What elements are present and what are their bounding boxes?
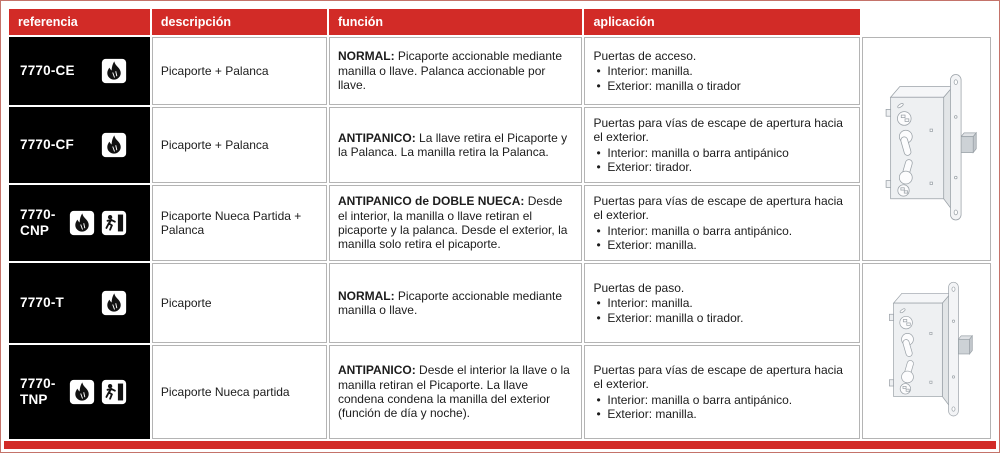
function-type: ANTIPANICO: (337, 363, 416, 378)
application-bullet: • Interior: manilla o barra antipánico. (596, 224, 851, 238)
function-type: ANTIPANICO de DOBLE NUECA: (337, 194, 525, 209)
function-text: Picaporte accionable mediante manilla o llave. (337, 288, 563, 317)
application-bullet: • Interior: manilla o barra antipánico. (596, 393, 851, 407)
header-aplicacion: aplicación (584, 9, 860, 35)
reference-code: 7770-CE (20, 62, 75, 78)
lock-illustration-cell (862, 37, 991, 261)
application-cell (584, 345, 860, 439)
application-intro: Puertas de acceso. (593, 48, 697, 63)
application-bullets (593, 296, 851, 325)
header-funcion: función (329, 9, 583, 35)
reference-cell (9, 107, 150, 183)
emergency-exit-icon (101, 210, 127, 236)
application-bullet: • Exterior: manilla. (596, 238, 851, 252)
application-bullets (593, 64, 851, 93)
fire-rating-icon (69, 379, 95, 405)
description-cell: Picaporte Nueca Partida + Palanca (152, 185, 327, 261)
lock-illustration-cell (862, 263, 991, 439)
description-cell: Picaporte Nueca partida (152, 345, 327, 439)
reference-cell (9, 263, 150, 343)
application-cell (584, 37, 860, 105)
reference-code: 7770-T (20, 294, 64, 310)
fire-rating-icon (101, 58, 127, 84)
bottom-red-stripe (4, 441, 996, 449)
fire-rating-icon (101, 290, 127, 316)
description-cell: Picaporte + Palanca (152, 37, 327, 105)
application-intro: Puertas para vías de escape de apertura hacia el exterior. (593, 193, 843, 223)
application-bullet: • Exterior: manilla o tirador. (596, 311, 851, 325)
lock-specification-table (7, 7, 993, 441)
function-cell (329, 107, 583, 183)
application-bullet: • Interior: manilla. (596, 64, 851, 78)
header-descripcion: descripción (152, 9, 327, 35)
application-bullets (593, 224, 851, 253)
header-referencia: referencia (9, 9, 150, 35)
table-row (9, 263, 991, 343)
table-row (9, 107, 991, 183)
application-bullet: • Exterior: manilla. (596, 407, 851, 421)
fire-rating-icon (101, 132, 127, 158)
application-intro: Puertas para vías de escape de apertura hacia el exterior. (593, 115, 843, 145)
function-type: ANTIPANICO: (337, 130, 416, 145)
header-blank (862, 9, 991, 35)
function-type: NORMAL: (337, 49, 395, 64)
application-intro: Puertas de paso. (593, 280, 685, 295)
reference-cell (9, 37, 150, 105)
reference-code: 7770-CNP (20, 206, 56, 238)
fire-rating-icon (69, 210, 95, 236)
application-bullets (593, 393, 851, 422)
reference-cell (9, 345, 150, 439)
function-cell (329, 185, 583, 261)
reference-code: 7770-TNP (20, 375, 56, 407)
reference-code: 7770-CF (20, 136, 74, 152)
function-text: Desde el interior, la manilla o llave retiran el picaporte y la palanca. Desde el exterior, la manilla solo retira el picaporte. (337, 194, 568, 252)
function-cell (329, 345, 583, 439)
table-row (9, 185, 991, 261)
application-cell (584, 107, 860, 183)
table-row (9, 345, 991, 439)
application-bullet: • Interior: manilla. (596, 296, 851, 310)
function-text: La llave retira el Picaporte y la Palanca. La manilla retira la Palanca. (337, 130, 568, 159)
application-intro: Puertas para vías de escape de apertura hacia el exterior. (593, 362, 843, 392)
application-bullet: • Interior: manilla o barra antipánico (596, 146, 851, 160)
application-cell (584, 185, 860, 261)
mortise-lock-illustration (877, 70, 977, 225)
function-type: NORMAL: (337, 288, 395, 303)
function-text: Picaporte accionable mediante manilla o llave. Palanca accionable por llave. (337, 49, 563, 93)
function-cell (329, 263, 583, 343)
description-cell: Picaporte (152, 263, 327, 343)
application-bullets (593, 146, 851, 175)
header-row (9, 9, 991, 35)
table-row (9, 37, 991, 105)
mortise-lock-illustration (881, 278, 973, 420)
function-cell (329, 37, 583, 105)
application-cell (584, 263, 860, 343)
emergency-exit-icon (101, 379, 127, 405)
function-text: Desde el interior la llave o la manilla retiran el Picaporte. La llave condena condena la manilla del exterior (función de día y noche). (337, 363, 570, 421)
application-bullet: • Exterior: manilla o tirador (596, 79, 851, 93)
description-cell: Picaporte + Palanca (152, 107, 327, 183)
reference-cell (9, 185, 150, 261)
application-bullet: • Exterior: tirador. (596, 160, 851, 174)
